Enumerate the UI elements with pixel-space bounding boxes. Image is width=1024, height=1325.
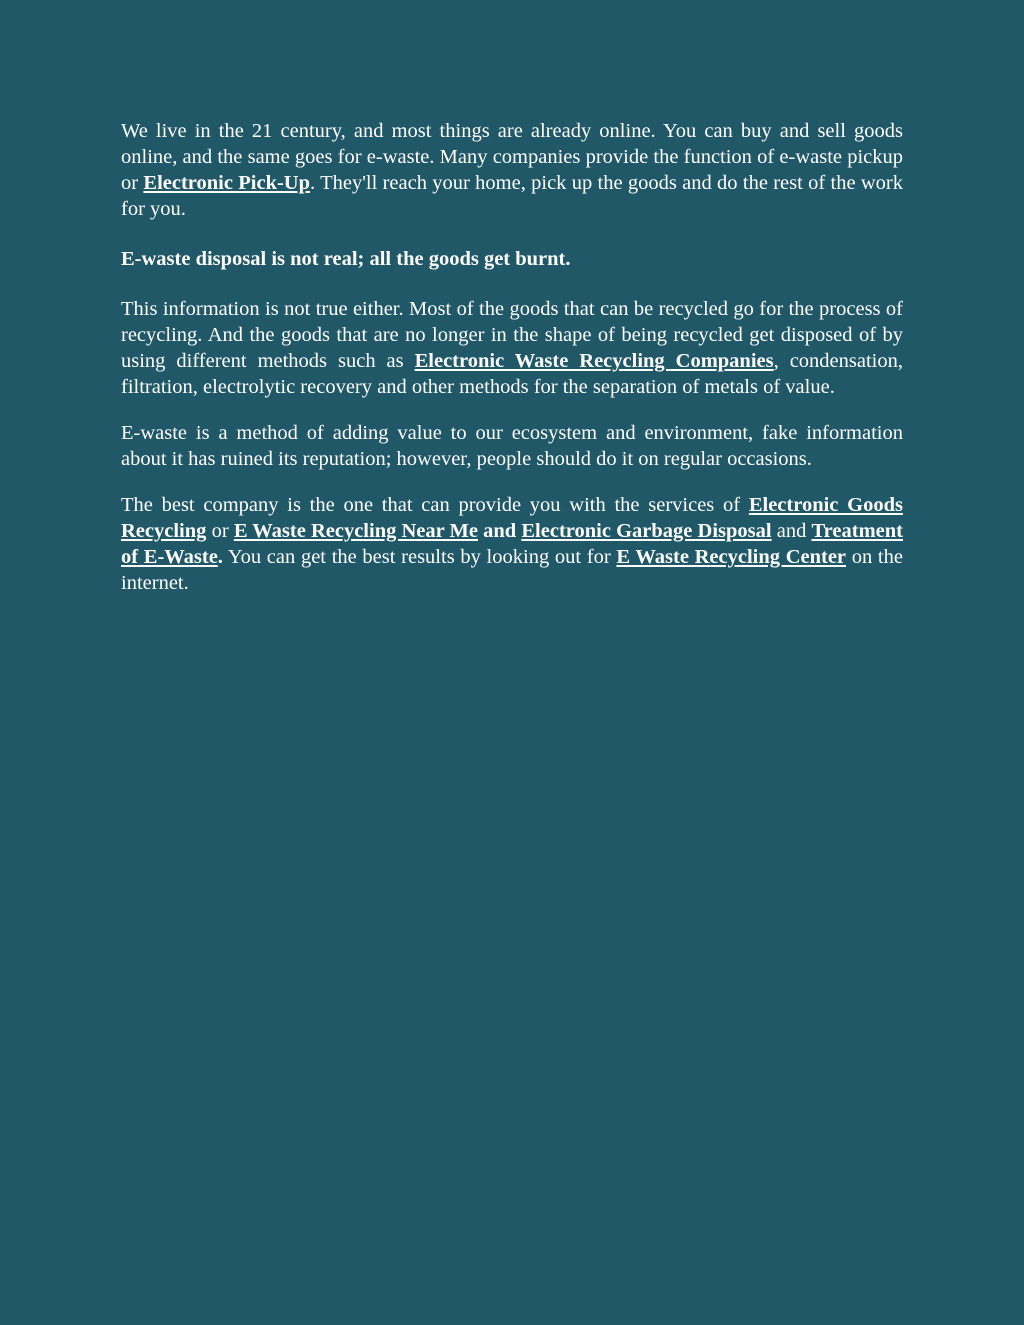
paragraph-text: and xyxy=(771,520,812,542)
document-body xyxy=(121,118,903,596)
link-electronic-waste-recycling-companies[interactable]: Electronic Waste Recycling Companies xyxy=(414,350,774,372)
paragraph-text: We live in the 21 century, and most things are already online. You can buy and sell goods online, and the same goes for e-waste. Many companies provide the function of e-waste pickup or xyxy=(121,120,903,194)
paragraph-text: or xyxy=(206,520,234,542)
paragraph-text: You can get the best results by looking out for xyxy=(222,546,617,568)
paragraph-online-pickup xyxy=(121,118,903,222)
link-treatment-of-e-waste[interactable]: Treatment of E-Waste xyxy=(121,520,903,568)
link-e-waste-recycling-near-me[interactable]: E Waste Recycling Near Me xyxy=(233,520,478,542)
link-electronic-goods-recycling[interactable]: Electronic Goods Recycling xyxy=(121,494,903,542)
link-e-waste-recycling-center[interactable]: E Waste Recycling Center xyxy=(616,546,847,568)
link-electronic-pick-up[interactable]: Electronic Pick-Up xyxy=(143,172,311,194)
link-electronic-garbage-disposal[interactable]: Electronic Garbage Disposal xyxy=(521,520,772,542)
paragraph-text: . They'll reach your home, pick up the goods and do the rest of the work for you. xyxy=(121,172,903,220)
paragraph-ecosystem-value xyxy=(121,420,903,472)
paragraph-text: , condensation, filtration, electrolytic recovery and other methods for the separation of metals of value. xyxy=(121,350,903,398)
paragraph-text: The best company is the one that can provide you with the services of xyxy=(121,494,749,516)
paragraph-text: This information is not true either. Most of the goods that can be recycled go for the process of recycling. And the goods that are no longer in the shape of being recycled get disposed of by using different methods such as xyxy=(121,298,903,372)
paragraph-text: E-waste is a method of adding value to our ecosystem and environment, fake information about it has ruined its reputation; however, people should do it on regular occasions. xyxy=(121,422,903,470)
paragraph-text-bold: and xyxy=(478,520,522,542)
paragraph-text-bold: . xyxy=(217,546,223,568)
section-heading: E-waste disposal is not real; all the goods get burnt. xyxy=(121,248,571,270)
paragraph-text: on the internet. xyxy=(121,546,903,594)
paragraph-best-company xyxy=(121,492,903,596)
paragraph-recycling-process xyxy=(121,296,903,400)
